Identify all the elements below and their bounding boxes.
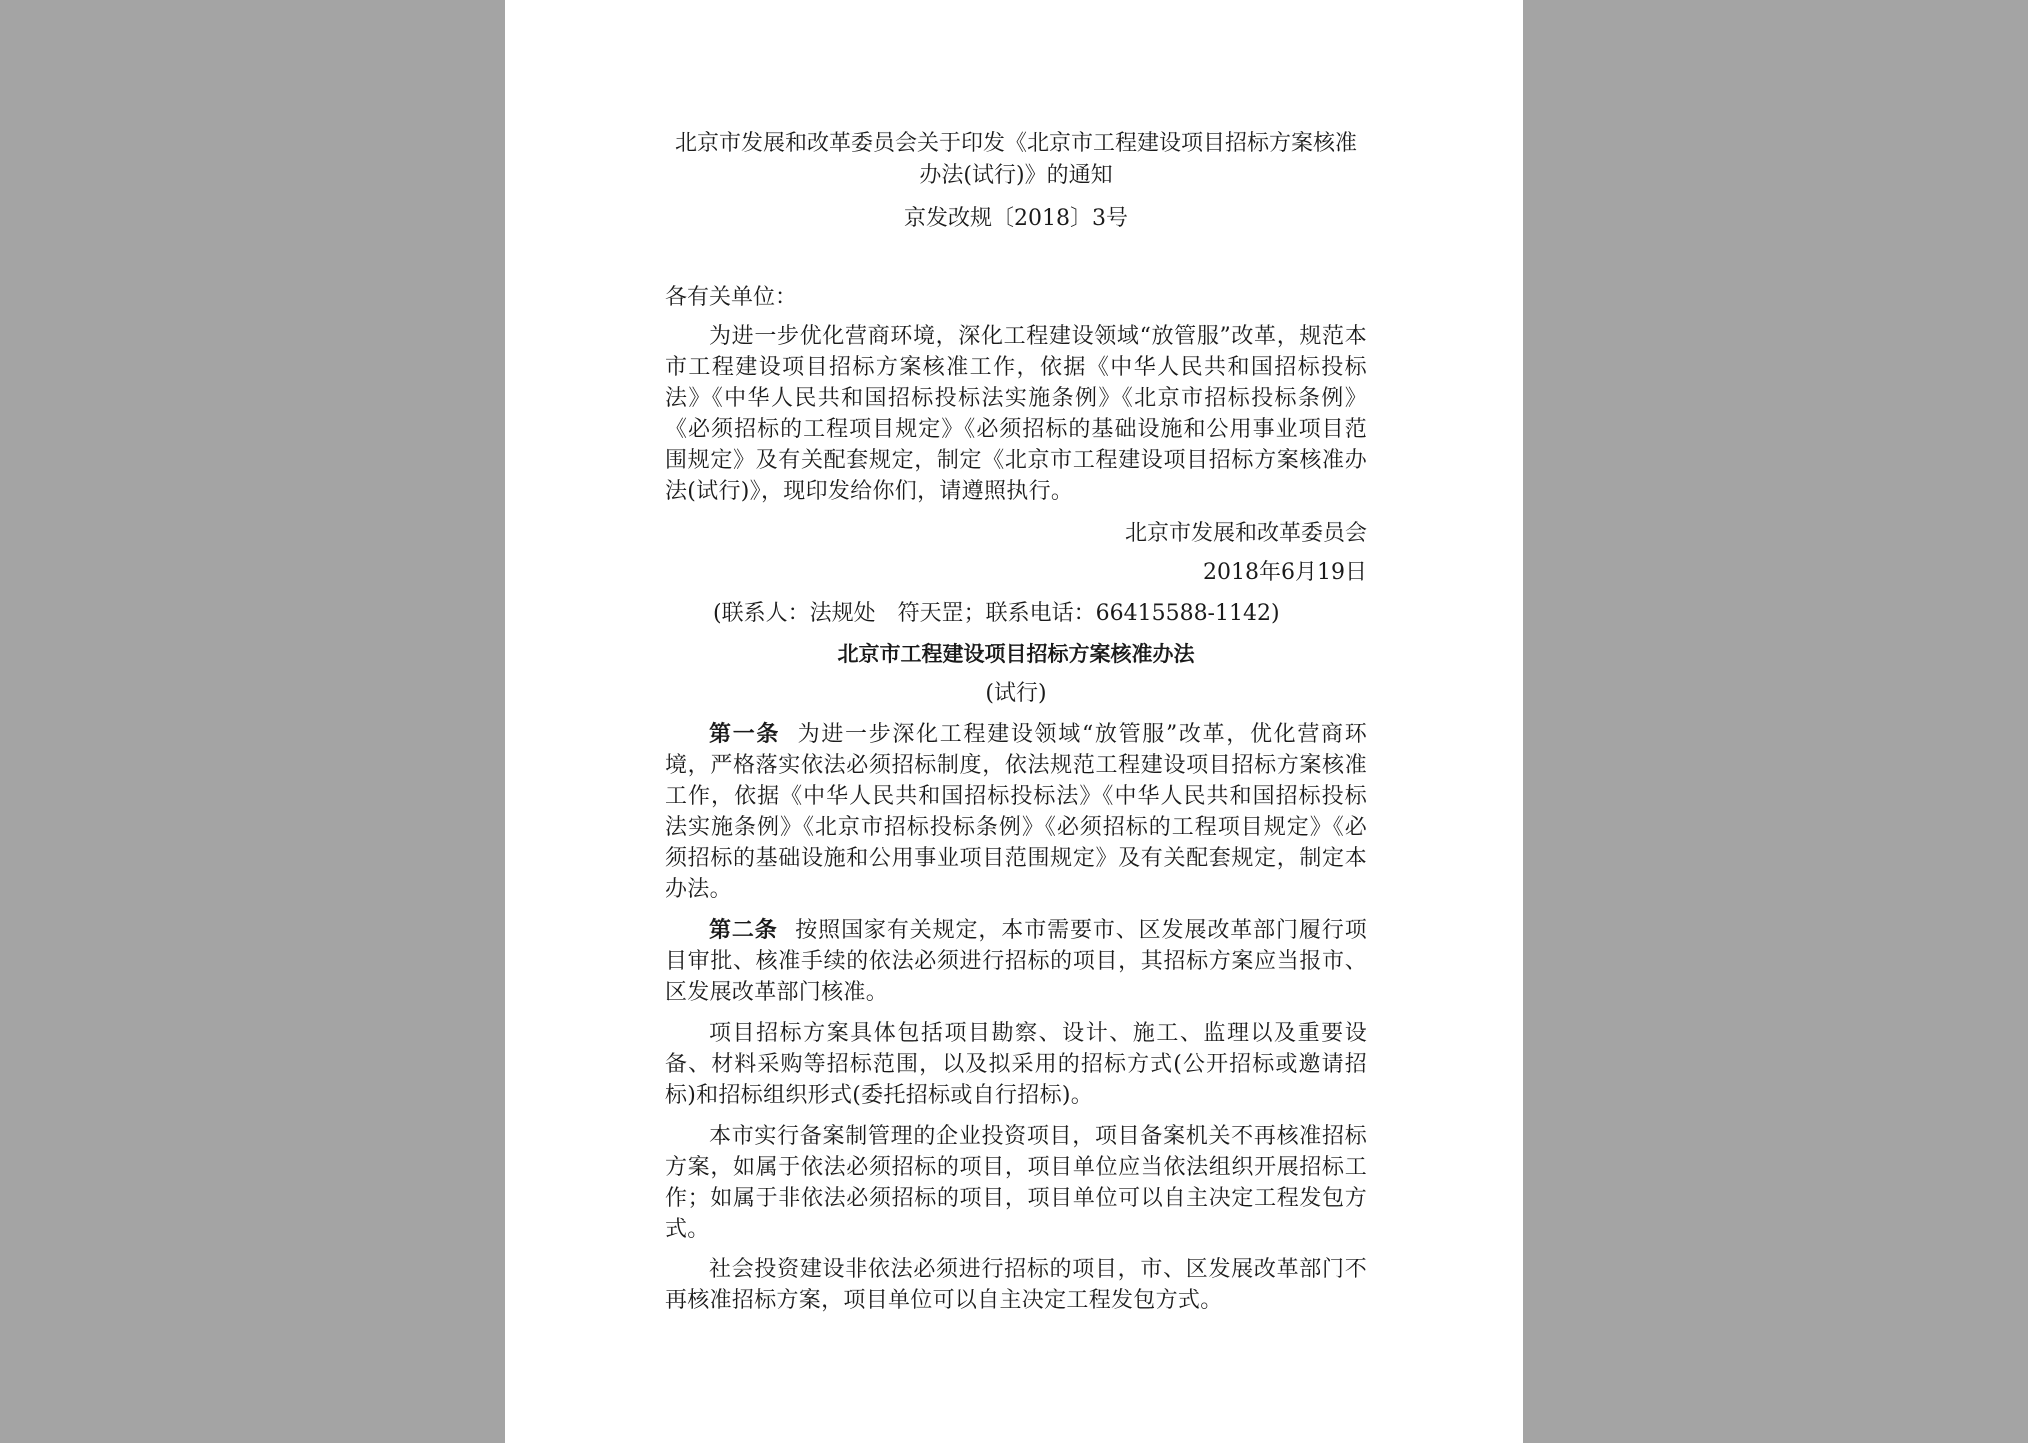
paragraph xyxy=(665,1018,1367,1111)
article-label: 第二条 xyxy=(709,918,778,943)
measures-title: 北京市工程建设项目招标方案核准办法 xyxy=(837,642,1195,666)
issue-date: 2018年6月19日 xyxy=(1203,560,1367,585)
article-label: 第一条 xyxy=(709,722,781,747)
paragraph xyxy=(665,1254,1367,1316)
document-number: 京发改规〔2018〕3号 xyxy=(904,206,1128,231)
paragraph-text: 项目招标方案具体包括项目勘察、设计、施工、监理以及重要设备、材料采购等招标范围，以及拟采用的招标方式(公开招标或邀请招标)和招标组织形式(委托招标或自行招标)。 xyxy=(665,1021,1367,1108)
notice-body: 为进一步优化营商环境，深化工程建设领域“放管服”改革，规范本市工程建设项目招标方案核准工作，依据《中华人民共和国招标投标法》《中华人民共和国招标投标法实施条例》《北京市招标投标条例》《必须招标的工程项目规定》《必须招标的基础设施和公用事业项目范围规定》及有关配套规定，制定《北京市工程建设项目招标方案核准办法(试行)》，现印发给你们，请遵照执行。 xyxy=(665,324,1367,504)
notice-body-block xyxy=(665,321,1367,507)
article-text: 为进一步深化工程建设领域“放管服”改革，优化营商环境，严格落实依法必须招标制度，依法规范工程建设项目招标方案核准工作，依据《中华人民共和国招标投标法》《中华人民共和国招标投标法实施条例》《北京市招标投标条例》《必须招标的工程项目规定》《必须招标的基础设施和公用事业项目范围规定》及有关配套规定，制定本办法。 xyxy=(665,722,1368,902)
article-2 xyxy=(665,915,1367,1008)
article-text: 按照国家有关规定，本市需要市、区发展改革部门履行项目审批、核准手续的依法必须进行招标的项目，其招标方案应当报市、区发展改革部门核准。 xyxy=(665,918,1367,1005)
paragraph-text: 社会投资建设非依法必须进行招标的项目，市、区发展改革部门不再核准招标方案，项目单位可以自主决定工程发包方式。 xyxy=(665,1257,1367,1313)
signatory: 北京市发展和改革委员会 xyxy=(1124,521,1367,546)
contact-info: (联系人：法规处 符天罡；联系电话：66415588-1142) xyxy=(713,601,1280,626)
article-1 xyxy=(665,719,1367,905)
paragraph-text: 本市实行备案制管理的企业投资项目，项目备案机关不再核准招标方案，如属于依法必须招标的项目，项目单位应当依法组织开展招标工作；如属于非依法必须招标的项目，项目单位可以自主决定工程发包方式。 xyxy=(665,1124,1367,1242)
paragraph xyxy=(665,1121,1367,1245)
addressee: 各有关单位： xyxy=(665,285,798,310)
measures-subtitle: (试行) xyxy=(985,681,1047,706)
document-page xyxy=(505,0,1523,1443)
notice-title: 北京市发展和改革委员会关于印发《北京市工程建设项目招标方案核准办法(试行)》的通知 xyxy=(674,131,1357,188)
